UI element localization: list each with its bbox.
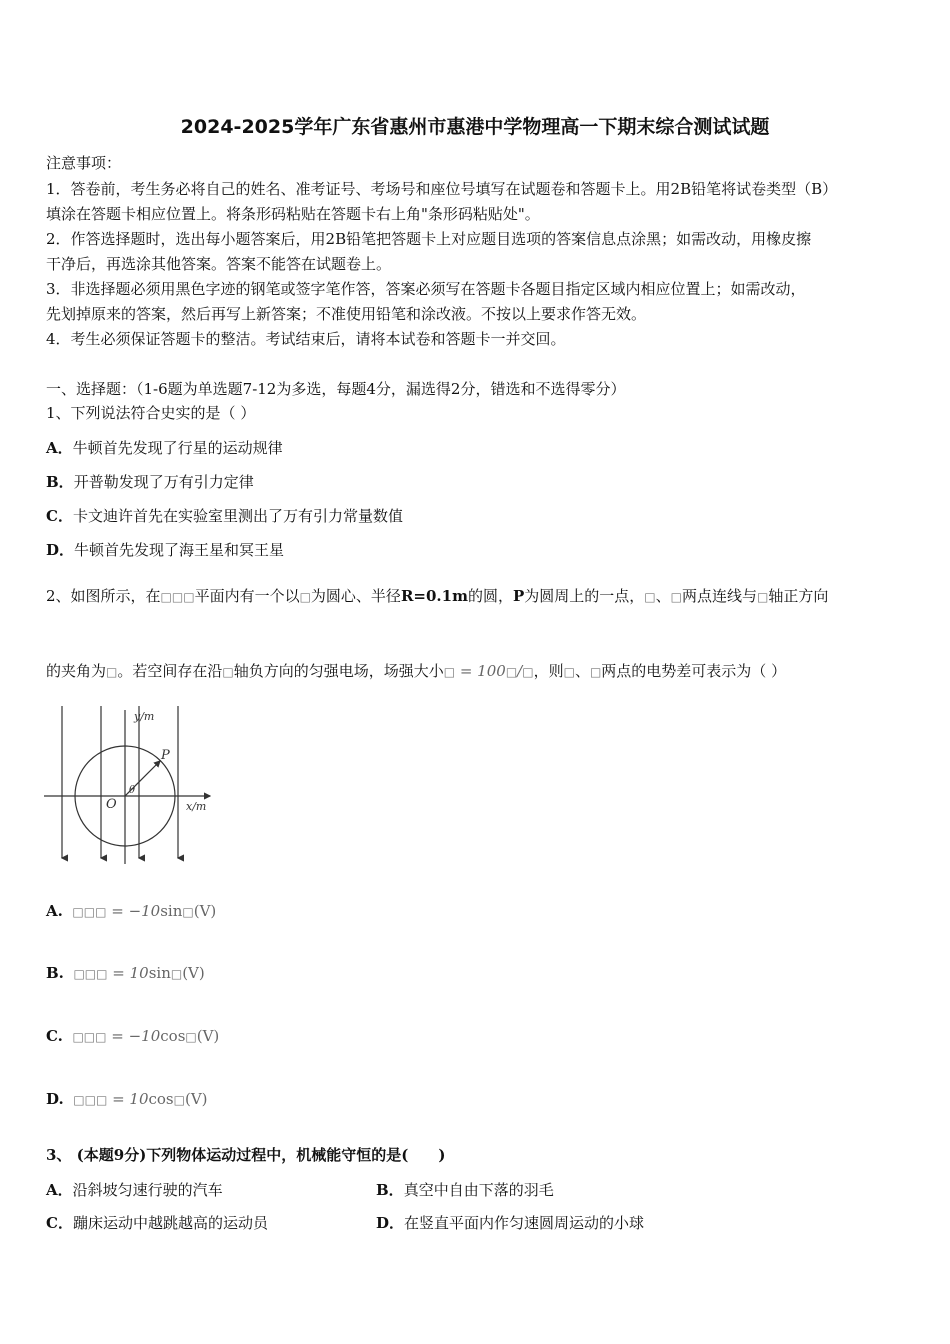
missing-glyph: □ bbox=[96, 967, 108, 981]
option-num: 10 bbox=[141, 1027, 161, 1045]
missing-glyph: □ bbox=[72, 905, 84, 919]
q2-option-c bbox=[46, 1027, 219, 1045]
question-3-stem: 3、 (本题9分)下列物体运动过程中，机械能守恒的是( ) bbox=[46, 1146, 446, 1164]
option-text: 牛顿首先发现了海王星和冥王星 bbox=[74, 541, 285, 559]
missing-glyph: □ bbox=[563, 665, 575, 679]
missing-glyph: □ bbox=[95, 1093, 108, 1107]
q3-option-c bbox=[46, 1212, 268, 1233]
missing-glyph: □ bbox=[72, 1030, 84, 1044]
missing-glyph: □ bbox=[95, 1030, 107, 1044]
q1-option-a bbox=[46, 437, 283, 458]
text: 、 bbox=[574, 662, 590, 680]
option-text: 开普勒发现了万有引力定律 bbox=[73, 473, 254, 491]
origin-label: O bbox=[106, 797, 117, 812]
question-2-stem-line2 bbox=[46, 660, 786, 681]
option-func: cos bbox=[148, 1090, 174, 1108]
notice-line: 3．非选择题必须用黑色字迹的钢笔或签字笔作答，答案必须写在答题卡各题目指定区域内相应位置上；如需改动， bbox=[46, 280, 806, 298]
option-text: 卡文迪许首先在实验室里测出了万有引力常量数值 bbox=[72, 507, 403, 525]
option-label: D． bbox=[46, 541, 75, 559]
question-1-stem: 1、下列说法符合史实的是（ ） bbox=[46, 404, 256, 422]
option-num: 10 bbox=[141, 902, 161, 920]
text: 的夹角为 bbox=[46, 662, 107, 680]
notice-heading: 注意事项： bbox=[46, 154, 122, 172]
page-title: 2024-2025学年广东省惠州市惠港中学物理高一下期末综合测试试题 bbox=[180, 116, 770, 138]
missing-glyph: □ bbox=[95, 905, 107, 919]
option-eq: = − bbox=[111, 902, 142, 920]
electric-field-diagram bbox=[40, 704, 220, 868]
missing-glyph: □□□ bbox=[160, 590, 195, 604]
option-label: D. bbox=[46, 1090, 64, 1108]
q3-option-d bbox=[376, 1212, 644, 1233]
option-label: B． bbox=[46, 473, 74, 491]
text: 、 bbox=[655, 587, 671, 605]
option-eq: = bbox=[112, 1090, 130, 1108]
missing-glyph: □ bbox=[443, 665, 456, 679]
y-axis-label: y/m bbox=[134, 710, 155, 723]
q1-option-c bbox=[46, 505, 403, 526]
text: 轴正方向 bbox=[768, 587, 829, 605]
option-text: 牛顿首先发现了行星的运动规律 bbox=[72, 439, 283, 457]
question-2-stem-line1 bbox=[46, 585, 828, 606]
option-num: 10 bbox=[129, 964, 149, 982]
option-text: 沿斜坡匀速行驶的汽车 bbox=[72, 1181, 223, 1199]
option-eq: = − bbox=[111, 1027, 142, 1045]
q2-option-d bbox=[46, 1090, 208, 1108]
missing-glyph: □ bbox=[173, 1093, 185, 1107]
option-label: A． bbox=[46, 1181, 73, 1199]
q1-option-d bbox=[46, 539, 284, 560]
option-func: cos bbox=[160, 1027, 186, 1045]
missing-glyph: □ bbox=[522, 665, 534, 679]
missing-glyph: □ bbox=[73, 967, 85, 981]
option-unit: (V) bbox=[184, 1090, 208, 1108]
point-p: P bbox=[512, 587, 525, 605]
option-unit: (V) bbox=[193, 902, 217, 920]
text: 轴负方向的匀强电场，场强大小 bbox=[233, 662, 444, 680]
theta-label: θ bbox=[129, 785, 136, 796]
option-label: C． bbox=[46, 1214, 73, 1232]
missing-glyph: □ bbox=[505, 665, 518, 679]
option-label: C． bbox=[46, 507, 73, 525]
text: 两点连线与 bbox=[681, 587, 757, 605]
missing-glyph: □ bbox=[106, 665, 118, 679]
option-text: 真空中自由下落的羽毛 bbox=[403, 1181, 554, 1199]
option-label: B． bbox=[376, 1181, 404, 1199]
notice-line: 填涂在答题卡相应位置上。将条形码粘贴在答题卡右上角"条形码粘贴处"。 bbox=[46, 205, 540, 223]
option-label: C. bbox=[46, 1027, 63, 1045]
missing-glyph: □ bbox=[83, 905, 96, 919]
q2-option-a bbox=[46, 902, 216, 920]
missing-glyph: □ bbox=[185, 1030, 197, 1044]
text: 平面内有一个以 bbox=[194, 587, 300, 605]
option-text: 蹦床运动中越跳越高的运动员 bbox=[72, 1214, 268, 1232]
text: 。若空间存在沿 bbox=[117, 662, 223, 680]
missing-glyph: □ bbox=[170, 967, 183, 981]
option-label: A. bbox=[46, 902, 63, 920]
missing-glyph: □ bbox=[589, 665, 602, 679]
q2-option-b bbox=[46, 964, 205, 982]
text: 两点的电势差可表示为（ ） bbox=[601, 662, 787, 680]
option-unit: (V) bbox=[182, 964, 205, 982]
missing-glyph: □ bbox=[84, 1093, 96, 1107]
missing-glyph: □ bbox=[644, 590, 656, 604]
notice-line: 先划掉原来的答案，然后再写上新答案；不准使用铅笔和涂改液。不按以上要求作答无效。 bbox=[46, 305, 647, 323]
text: 为圆心、半径 bbox=[310, 587, 401, 605]
point-p-label: P bbox=[161, 748, 170, 763]
option-func: sin bbox=[148, 964, 171, 982]
unit-slash: / bbox=[517, 662, 523, 680]
missing-glyph: □ bbox=[299, 590, 311, 604]
q3-option-a bbox=[46, 1179, 223, 1200]
missing-glyph: □ bbox=[756, 590, 769, 604]
text: 2、如图所示，在 bbox=[46, 587, 161, 605]
missing-glyph: □ bbox=[222, 665, 234, 679]
notice-line: 2．作答选择题时，选出每小题答案后，用2B铅笔把答题卡上对应题目选项的答案信息点涂黑；如需改动，用橡皮擦 bbox=[46, 230, 812, 248]
section-heading: 一、选择题：（1-6题为单选题7-12为多选，每题4分，漏选得2分，错选和不选得零分） bbox=[46, 380, 626, 398]
field-value: = 100 bbox=[455, 662, 506, 680]
q3-option-b bbox=[376, 1179, 554, 1200]
missing-glyph: □ bbox=[73, 1093, 85, 1107]
option-eq: = bbox=[112, 964, 130, 982]
notice-line: 4．考生必须保证答题卡的整洁。考试结束后，请将本试卷和答题卡一并交回。 bbox=[46, 330, 566, 348]
option-num: 10 bbox=[129, 1090, 149, 1108]
notice-line: 干净后，再选涂其他答案。答案不能答在试题卷上。 bbox=[46, 255, 392, 273]
missing-glyph: □ bbox=[84, 967, 97, 981]
option-unit: (V) bbox=[196, 1027, 220, 1045]
q1-option-b bbox=[46, 471, 254, 492]
text: ，则 bbox=[533, 662, 564, 680]
option-label: D． bbox=[376, 1214, 405, 1232]
x-axis-label: x/m bbox=[186, 800, 207, 813]
text: 的圆， bbox=[467, 587, 513, 605]
option-func: sin bbox=[160, 902, 183, 920]
missing-glyph: □ bbox=[182, 905, 194, 919]
option-label: B. bbox=[46, 964, 64, 982]
notice-line: 1．答卷前，考生务必将自己的姓名、准考证号、考场号和座位号填写在试题卷和答题卡上。用2B铅笔将试卷类型（B） bbox=[46, 180, 838, 198]
text: 为圆周上的一点， bbox=[524, 587, 645, 605]
missing-glyph: □ bbox=[83, 1030, 96, 1044]
option-text: 在竖直平面内作匀速圆周运动的小球 bbox=[404, 1214, 645, 1232]
missing-glyph: □ bbox=[670, 590, 682, 604]
option-label: A． bbox=[46, 439, 73, 457]
radius-value: R=0.1m bbox=[400, 587, 468, 605]
